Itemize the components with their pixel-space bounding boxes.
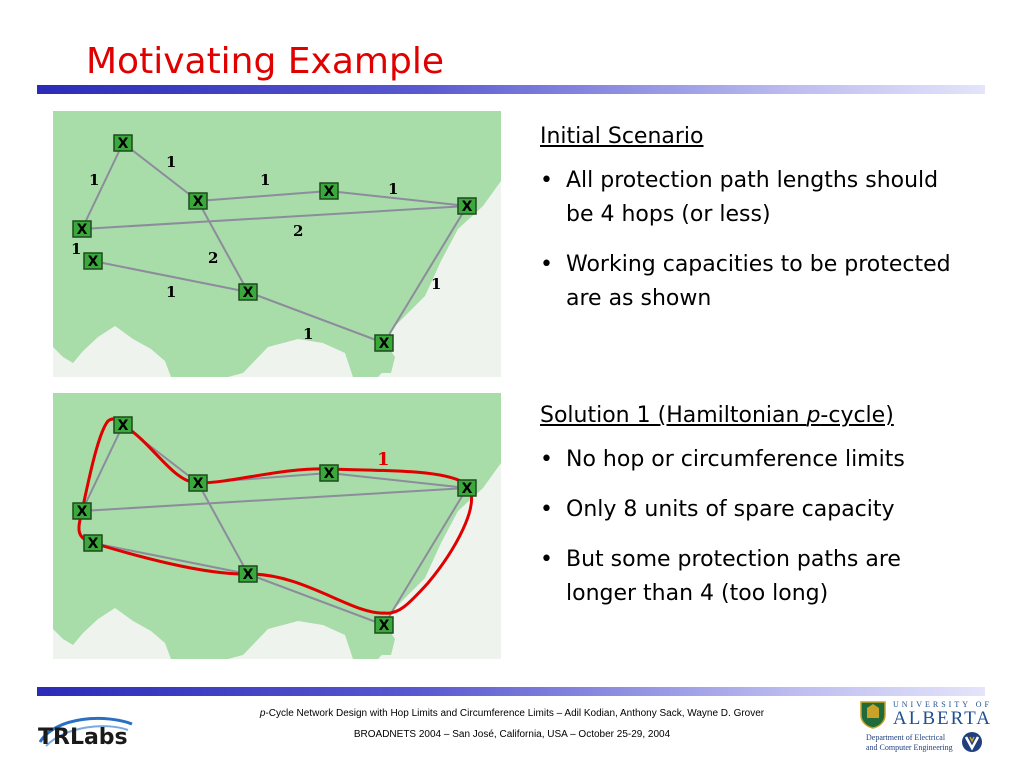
bullet-text: Only 8 units of spare capacity xyxy=(566,497,895,522)
bullet-dot: • xyxy=(540,547,553,572)
heading-prefix: Solution 1 (Hamiltonian xyxy=(540,403,807,428)
department-line1: Department of Electrical xyxy=(866,733,946,742)
node-x-icon xyxy=(320,465,338,482)
svg-text:X: X xyxy=(117,418,129,434)
node-x-icon xyxy=(73,221,91,238)
footer-italic-p: p xyxy=(259,708,266,719)
svg-text:X: X xyxy=(378,336,390,352)
node-x-icon xyxy=(73,503,91,520)
alberta-text: ALBERTA xyxy=(893,708,992,729)
ualberta-wordmark xyxy=(893,700,992,729)
svg-text:X: X xyxy=(87,536,99,552)
node-x-icon xyxy=(458,480,476,497)
bullet-dot: • xyxy=(540,168,553,193)
node-x-icon xyxy=(239,284,257,301)
bullet-text: Working capacities to be protected are as shown xyxy=(566,252,951,311)
edge-label: 1 xyxy=(71,240,82,258)
initial-scenario-text xyxy=(540,120,980,332)
node-x-icon xyxy=(114,417,132,434)
network-map-solution xyxy=(53,393,501,659)
slide-title: Motivating Example xyxy=(86,41,444,82)
bullet-dot: • xyxy=(540,252,553,277)
edge-label: 1 xyxy=(260,171,271,189)
edge-label: 1 xyxy=(166,153,177,171)
node-x-icon xyxy=(375,335,393,352)
svg-text:X: X xyxy=(192,476,204,492)
heading-suffix: -cycle) xyxy=(820,403,894,428)
footer-conference: BROADNETS 2004 – San José, California, USA – October 25-29, 2004 xyxy=(353,729,671,740)
bullet-text: No hop or circumference limits xyxy=(566,447,905,472)
svg-text:X: X xyxy=(87,254,99,270)
trlabs-logo xyxy=(36,712,136,756)
department-line2: and Computer Engineering xyxy=(866,743,953,752)
svg-text:X: X xyxy=(323,184,335,200)
svg-text:X: X xyxy=(461,199,473,215)
node-x-icon xyxy=(189,475,207,492)
bullet-item xyxy=(540,543,980,611)
node-x-icon xyxy=(189,193,207,210)
svg-text:X: X xyxy=(192,194,204,210)
section-heading: Initial Scenario xyxy=(540,124,704,149)
department-name xyxy=(866,733,953,753)
network-map-initial xyxy=(53,111,501,377)
solution-1-text xyxy=(540,399,980,627)
node-x-icon xyxy=(239,566,257,583)
title-divider xyxy=(37,85,985,94)
edge-label: 1 xyxy=(431,275,442,293)
ece-logo-icon xyxy=(961,731,983,757)
node-x-icon xyxy=(458,198,476,215)
svg-text:X: X xyxy=(378,618,390,634)
bullet-item xyxy=(540,248,980,316)
bullet-text: But some protection paths are longer than 4 (too long) xyxy=(566,547,901,606)
bullet-dot: • xyxy=(540,497,553,522)
bullet-item xyxy=(540,443,980,477)
footer-divider xyxy=(37,687,985,696)
university-of-text: UNIVERSITY OF xyxy=(893,700,992,709)
svg-text:X: X xyxy=(242,567,254,583)
node-x-icon xyxy=(320,183,338,200)
edge-label: 1 xyxy=(388,180,399,198)
heading-italic: p xyxy=(806,403,821,428)
node-x-icon xyxy=(84,253,102,270)
node-x-icon xyxy=(114,135,132,152)
bullet-item xyxy=(540,493,980,527)
edge-label: 1 xyxy=(166,283,177,301)
edge-label: 2 xyxy=(208,249,219,267)
edge-label: 1 xyxy=(303,325,314,343)
trlabs-logo-text: TRLabs xyxy=(38,725,128,750)
svg-text:X: X xyxy=(76,222,88,238)
svg-text:X: X xyxy=(117,136,129,152)
section-heading xyxy=(540,399,980,433)
footer-title-text: -Cycle Network Design with Hop Limits and Circumference Limits – Adil Kodian, Anthony Sack, Wayne D. Grover xyxy=(265,708,765,719)
cycle-capacity-label: 1 xyxy=(377,449,390,470)
node-x-icon xyxy=(84,535,102,552)
bullet-dot: • xyxy=(540,447,553,472)
bullet-text: All protection path lengths should be 4 hops (or less) xyxy=(566,168,939,227)
svg-text:X: X xyxy=(461,481,473,497)
edge-label: 2 xyxy=(293,222,304,240)
bullet-item xyxy=(540,164,980,232)
edge-label: 1 xyxy=(89,171,100,189)
svg-text:X: X xyxy=(323,466,335,482)
ualberta-crest-icon xyxy=(858,699,888,733)
svg-text:X: X xyxy=(242,285,254,301)
svg-text:X: X xyxy=(76,504,88,520)
node-x-icon xyxy=(375,617,393,634)
